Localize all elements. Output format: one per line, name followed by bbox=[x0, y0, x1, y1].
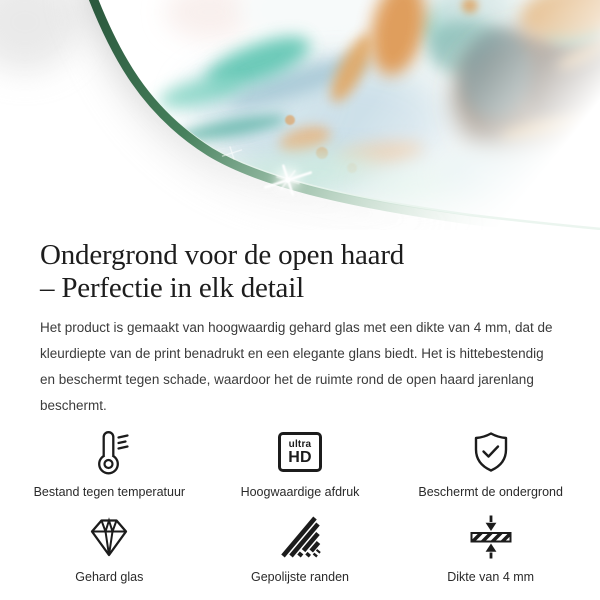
ultra-hd-icon-text-top: ultra bbox=[288, 438, 312, 450]
product-info-section bbox=[0, 239, 600, 419]
diamond-icon bbox=[85, 514, 133, 560]
ultra-hd-icon bbox=[278, 432, 322, 472]
features-grid bbox=[0, 429, 600, 585]
page-title-line2: – Perfectie in elk detail bbox=[40, 272, 304, 304]
feature-polished-edges bbox=[205, 514, 396, 585]
feature-print-quality bbox=[205, 429, 396, 500]
feature-tempered-glass bbox=[14, 514, 205, 585]
feature-protection bbox=[395, 429, 586, 500]
feature-label: Bestand tegen temperatuur bbox=[33, 485, 186, 499]
product-image bbox=[0, 0, 600, 230]
feature-label: Dikte van 4 mm bbox=[447, 570, 535, 584]
feature-label: Gepolijste randen bbox=[251, 570, 349, 584]
feature-thickness bbox=[395, 514, 586, 585]
feature-label: Beschermt de ondergrond bbox=[418, 485, 563, 499]
thermometer-icon bbox=[86, 428, 132, 476]
shield-check-icon bbox=[467, 428, 515, 476]
product-description: Het product is gemaakt van hoogwaardig gehard glas met een dikte van 4 mm, dat de kleurdiepte van de print benadrukt en een elegante glans biedt. Het is hittebestendig en beschermt tegen schade, waardoor het de ruimte rond de open haard jarenlang beschermt. bbox=[40, 320, 553, 413]
feature-temperature bbox=[14, 429, 205, 500]
polished-edges-icon bbox=[277, 514, 323, 560]
feature-label: Hoogwaardige afdruk bbox=[240, 485, 360, 499]
compressed-thickness-icon bbox=[468, 514, 514, 560]
page-title-line1: Ondergrond voor de open haard bbox=[40, 239, 405, 271]
feature-label: Gehard glas bbox=[75, 570, 144, 584]
ultra-hd-icon-text-bottom: HD bbox=[288, 448, 312, 466]
page-title bbox=[40, 239, 560, 305]
